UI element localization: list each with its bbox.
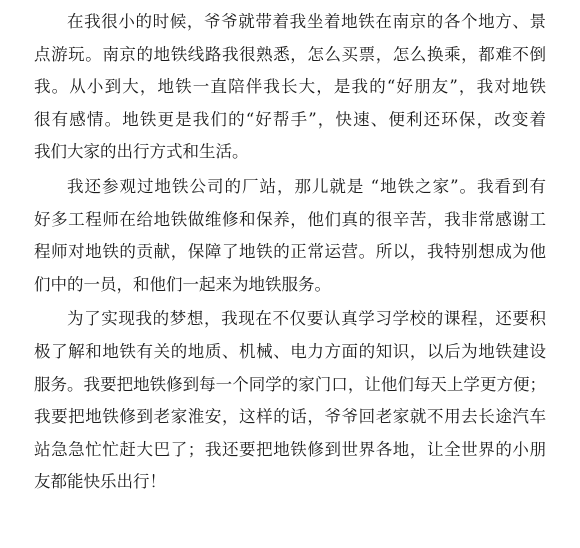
paragraph-2 (34, 171, 546, 301)
text-line: 服务。我要把地铁修到每一个同学的家门口，让他们每天上学更方便； (34, 374, 546, 394)
text-line: 为了实现我的梦想，我现在不仅要认真学习学校的课程，还要积 (67, 309, 546, 329)
text-line: 我们大家的出行方式和生活。 (34, 142, 249, 162)
paragraph-3 (34, 303, 546, 499)
text-line: 点游玩。南京的地铁线路我很熟悉，怎么买票，怎么换乘，都难不倒 (34, 44, 546, 64)
text-line: 站急急忙忙赶大巴了；我还要把地铁修到世界各地，让全世界的小朋 (34, 439, 546, 459)
text-line: 在我很小的时候，爷爷就带着我坐着地铁在南京的各个地方、景 (67, 12, 546, 31)
text-line: 我。从小到大，地铁一直陪伴我长大，是我的“好朋友”，我对地铁 (34, 77, 546, 97)
text-line: 我要把地铁修到老家淮安，这样的话，爷爷回老家就不用去长途汽车 (34, 407, 546, 427)
text-line: 程师对地铁的贡献，保障了地铁的正常运营。所以，我特别想成为他 (34, 242, 546, 262)
paragraph-1 (34, 6, 546, 169)
text-line: 友都能快乐出行！ (34, 472, 166, 492)
text-line: 极了解和地铁有关的地质、机械、电力方面的知识，以后为地铁建设 (34, 341, 546, 361)
text-line: 好多工程师在给地铁做维修和保养，他们真的很辛苦，我非常感谢工 (34, 209, 546, 229)
text-line: 很有感情。地铁更是我们的“好帮手”，快速、便利还环保，改变着 (34, 109, 546, 129)
document-page (34, 6, 546, 501)
text-line: 们中的一员，和他们一起来为地铁服务。 (34, 274, 331, 294)
text-line: 我还参观过地铁公司的厂站，那儿就是 “地铁之家”。我看到有 (67, 176, 546, 196)
